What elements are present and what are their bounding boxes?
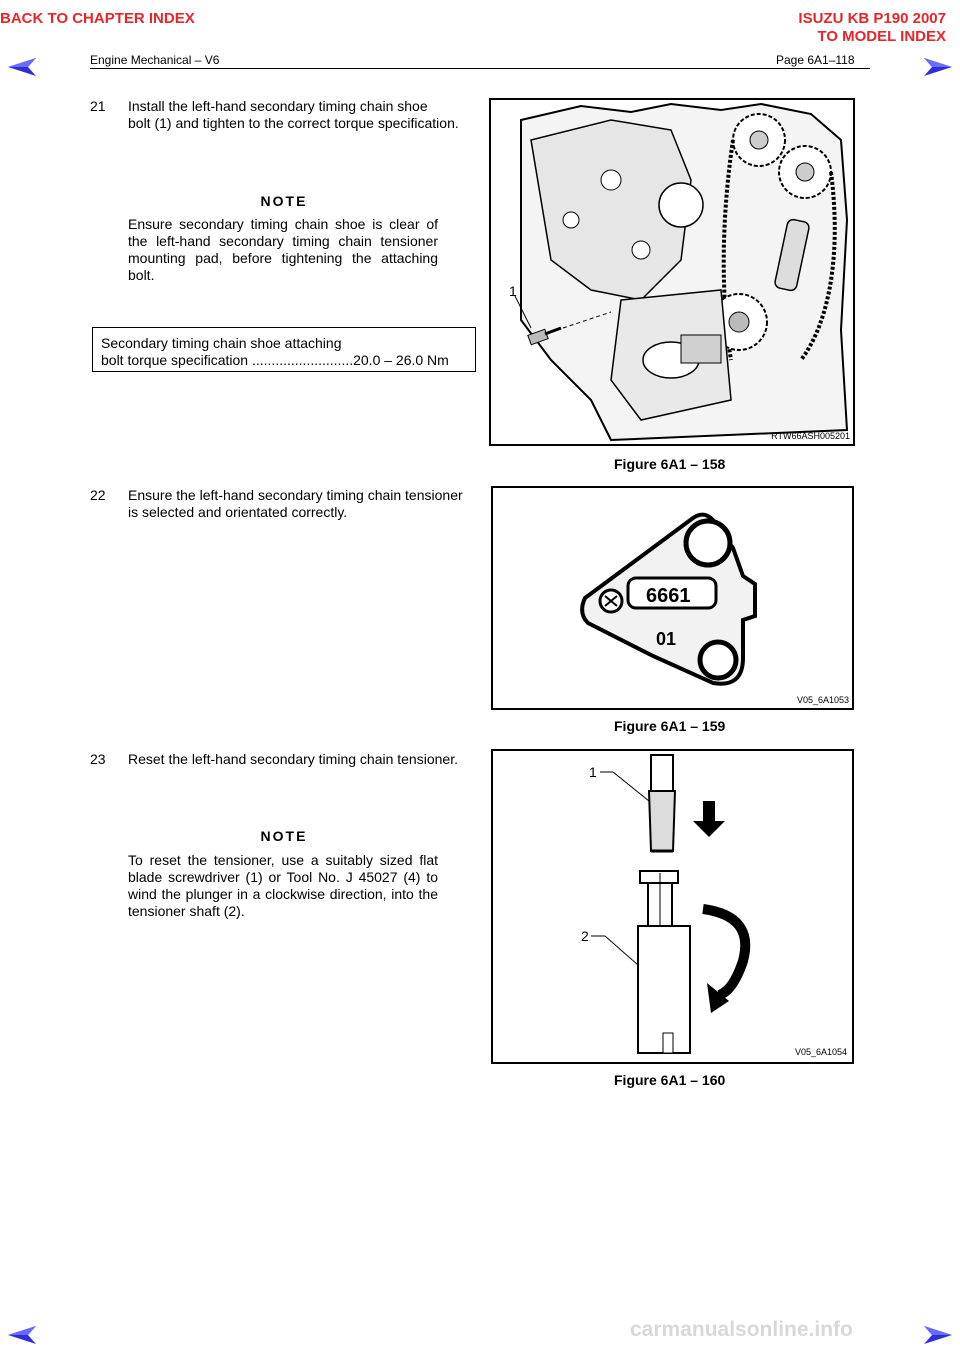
figure-158-code: RTW66ASH005201 (771, 431, 850, 441)
part-mark-6661: 6661 (646, 585, 691, 607)
tensioner-illustration (493, 488, 852, 708)
engine-timing-illustration (491, 100, 853, 444)
part-mark-01: 01 (656, 629, 677, 649)
to-model-index-link[interactable]: TO MODEL INDEX (817, 28, 946, 45)
figure-160 (491, 749, 854, 1064)
step-21-text (128, 98, 478, 132)
next-arrow-icon[interactable] (922, 56, 954, 78)
step-22-number: 22 (90, 487, 106, 503)
step-22-line-2: is selected and orientated correctly. (128, 504, 348, 520)
section-title: Engine Mechanical – V6 (90, 53, 220, 67)
step-21-line-2: bolt (1) and tighten to the correct torque specification. (128, 115, 459, 131)
figure-160-code: V05_6A1054 (794, 1047, 847, 1057)
step-21-note-title: NOTE (260, 193, 308, 209)
page-number: Page 6A1–118 (776, 53, 855, 67)
torque-spec-line-1: Secondary timing chain shoe attaching (101, 335, 342, 351)
next-arrow-icon[interactable] (922, 1324, 954, 1346)
torque-spec-line-2: bolt torque specification ..........................20.0 – 26.0 Nm (101, 352, 449, 368)
step-23-text: Reset the left-hand secondary timing chain tensioner. (128, 751, 458, 767)
step-22-text (128, 487, 488, 521)
figure-159-caption: Figure 6A1 – 159 (614, 718, 726, 734)
step-21-note-text: Ensure secondary timing chain shoe is clear of the left-hand secondary timing chain tensioner mounting pad, before tightening the attaching bolt. (128, 216, 438, 283)
figure-159 (491, 486, 854, 710)
step-21-line-1: Install the left-hand secondary timing chain shoe (128, 98, 428, 114)
step-23-note-title: NOTE (260, 828, 308, 844)
prev-arrow-icon[interactable] (6, 56, 38, 78)
figure-160-caption: Figure 6A1 – 160 (614, 1072, 726, 1088)
step-22-line-1: Ensure the left-hand secondary timing chain tensioner (128, 487, 463, 503)
step-23-note-text: To reset the tensioner, use a suitably sized flat blade screwdriver (1) or Tool No. J 45027 (4) to wind the plunger in a clockwise direction, into the tensioner shaft (2). (128, 852, 438, 919)
watermark: carmanualsonline.info (630, 1318, 853, 1341)
callout-2: 2 (581, 928, 589, 944)
header-rule (90, 68, 870, 69)
figure-158 (489, 98, 855, 446)
torque-spec-box (92, 327, 476, 372)
prev-arrow-icon[interactable] (6, 1324, 38, 1346)
back-to-chapter-index-link[interactable]: BACK TO CHAPTER INDEX (0, 10, 195, 27)
figure-158-caption: Figure 6A1 – 158 (614, 456, 726, 472)
figure-159-code: V05_6A1053 (796, 695, 849, 705)
step-21-number: 21 (90, 98, 106, 114)
step-23-number: 23 (90, 751, 106, 767)
model-index-block[interactable] (798, 10, 946, 46)
model-title: ISUZU KB P190 2007 (798, 10, 946, 27)
callout-1: 1 (509, 283, 517, 299)
callout-1: 1 (589, 764, 597, 780)
screwdriver-illustration (493, 751, 852, 1062)
